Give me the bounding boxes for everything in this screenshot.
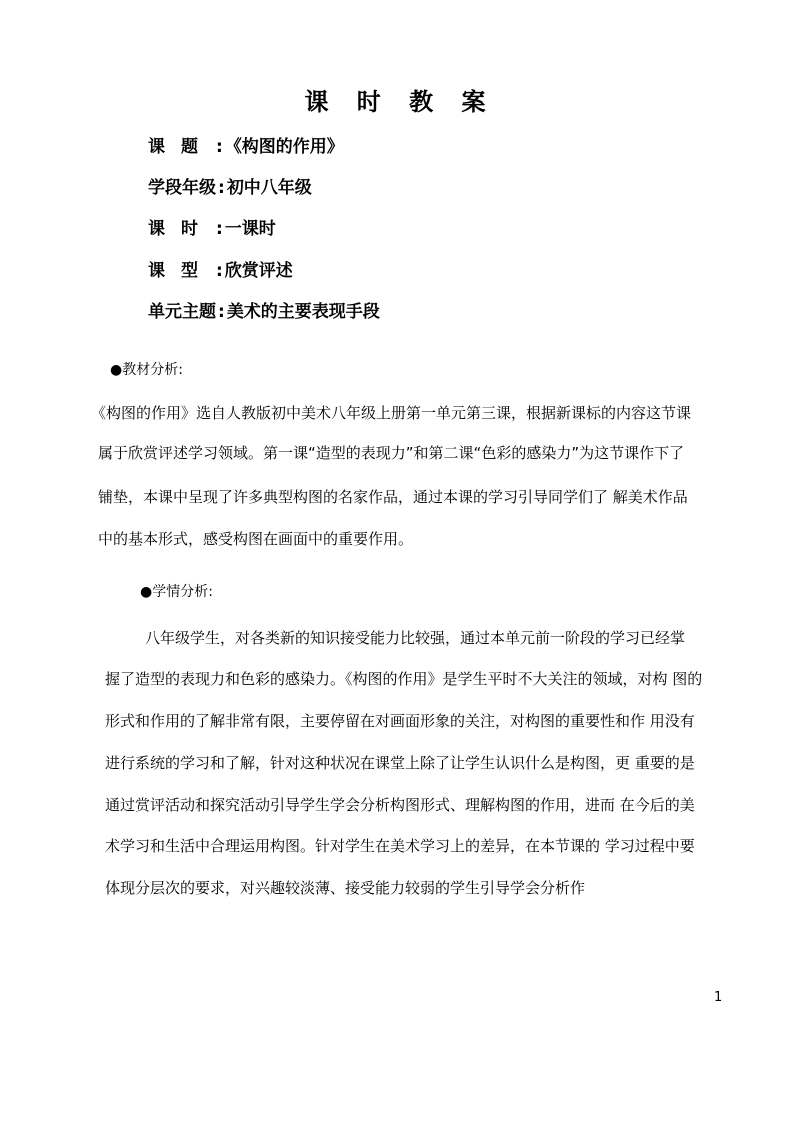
paragraph-line: 属于欣赏评述学习领域。第一课“造型的表现力”和第二课“色彩的感染力”为这节课作下了 bbox=[98, 444, 685, 462]
paragraph-line: 《构图的作用》选自人教版初中美术八年级上册第一单元第三课，根据新课标的内容这节课 bbox=[91, 404, 692, 422]
meta-row-type bbox=[148, 256, 293, 281]
document-title: 课 时 教 案 bbox=[304, 88, 496, 116]
paragraph-line: 进行系统的学习和了解，针对这种状况在课堂上除了让学生认识什么是构图，更 重要的是 bbox=[105, 754, 695, 772]
meta-separator: : bbox=[216, 219, 223, 239]
paragraph-line: 形式和作用的了解非常有限，主要停留在对画面形象的关注，对构图的重要性和作 用没有 bbox=[105, 712, 695, 730]
paragraph-line: 中的基本形式，感受构图在画面中的重要作用。 bbox=[98, 530, 414, 548]
meta-value: 《构图的作用》 bbox=[224, 137, 344, 157]
meta-row-topic bbox=[148, 132, 344, 157]
paragraph-line: 握了造型的表现力和色彩的感染力。《构图的作用》是学生平时不大关注的领域，对构 图的 bbox=[105, 670, 703, 688]
meta-value: 欣赏评述 bbox=[224, 261, 293, 281]
meta-value: 一课时 bbox=[224, 219, 276, 239]
meta-separator: : bbox=[218, 178, 225, 198]
paragraph-line: 通过赏评活动和探究活动引导学生学会分析构图形式、理解构图的作用，进而 在今后的美 bbox=[105, 796, 695, 814]
meta-row-period bbox=[148, 214, 276, 239]
section-heading-student-analysis: ●学情分析: bbox=[140, 584, 213, 600]
paragraph-line: 体现分层次的要求，对兴趣较淡薄、接受能力较弱的学生引导学会分析作 bbox=[105, 879, 586, 897]
meta-separator: : bbox=[216, 137, 223, 157]
meta-label: 学段年级 bbox=[148, 178, 216, 198]
paragraph-line: 铺垫，本课中呈现了许多典型构图的名家作品，通过本课的学习引导同学们了 解美术作品 bbox=[98, 488, 688, 506]
meta-label: 单元主题 bbox=[148, 302, 216, 322]
meta-label: 课时 bbox=[148, 219, 214, 239]
meta-value: 初中八年级 bbox=[226, 178, 312, 198]
meta-separator: : bbox=[218, 302, 225, 322]
meta-separator: : bbox=[216, 261, 223, 281]
meta-label: 课型 bbox=[148, 261, 214, 281]
section-heading-textbook-analysis: ●教材分析: bbox=[110, 362, 183, 378]
meta-row-grade bbox=[148, 173, 312, 198]
meta-value: 美术的主要表现手段 bbox=[226, 302, 380, 322]
page-number: 1 bbox=[714, 990, 723, 1005]
meta-label: 课题 bbox=[148, 137, 214, 157]
paragraph-line: 术学习和生活中合理运用构图。针对学生在美术学习上的差异，在本节课的 学习过程中要 bbox=[105, 837, 695, 855]
meta-row-unit-theme bbox=[148, 297, 380, 322]
paragraph-line: 八年级学生，对各类新的知识接受能力比较强，通过本单元前一阶段的学习已经掌 bbox=[145, 629, 686, 647]
